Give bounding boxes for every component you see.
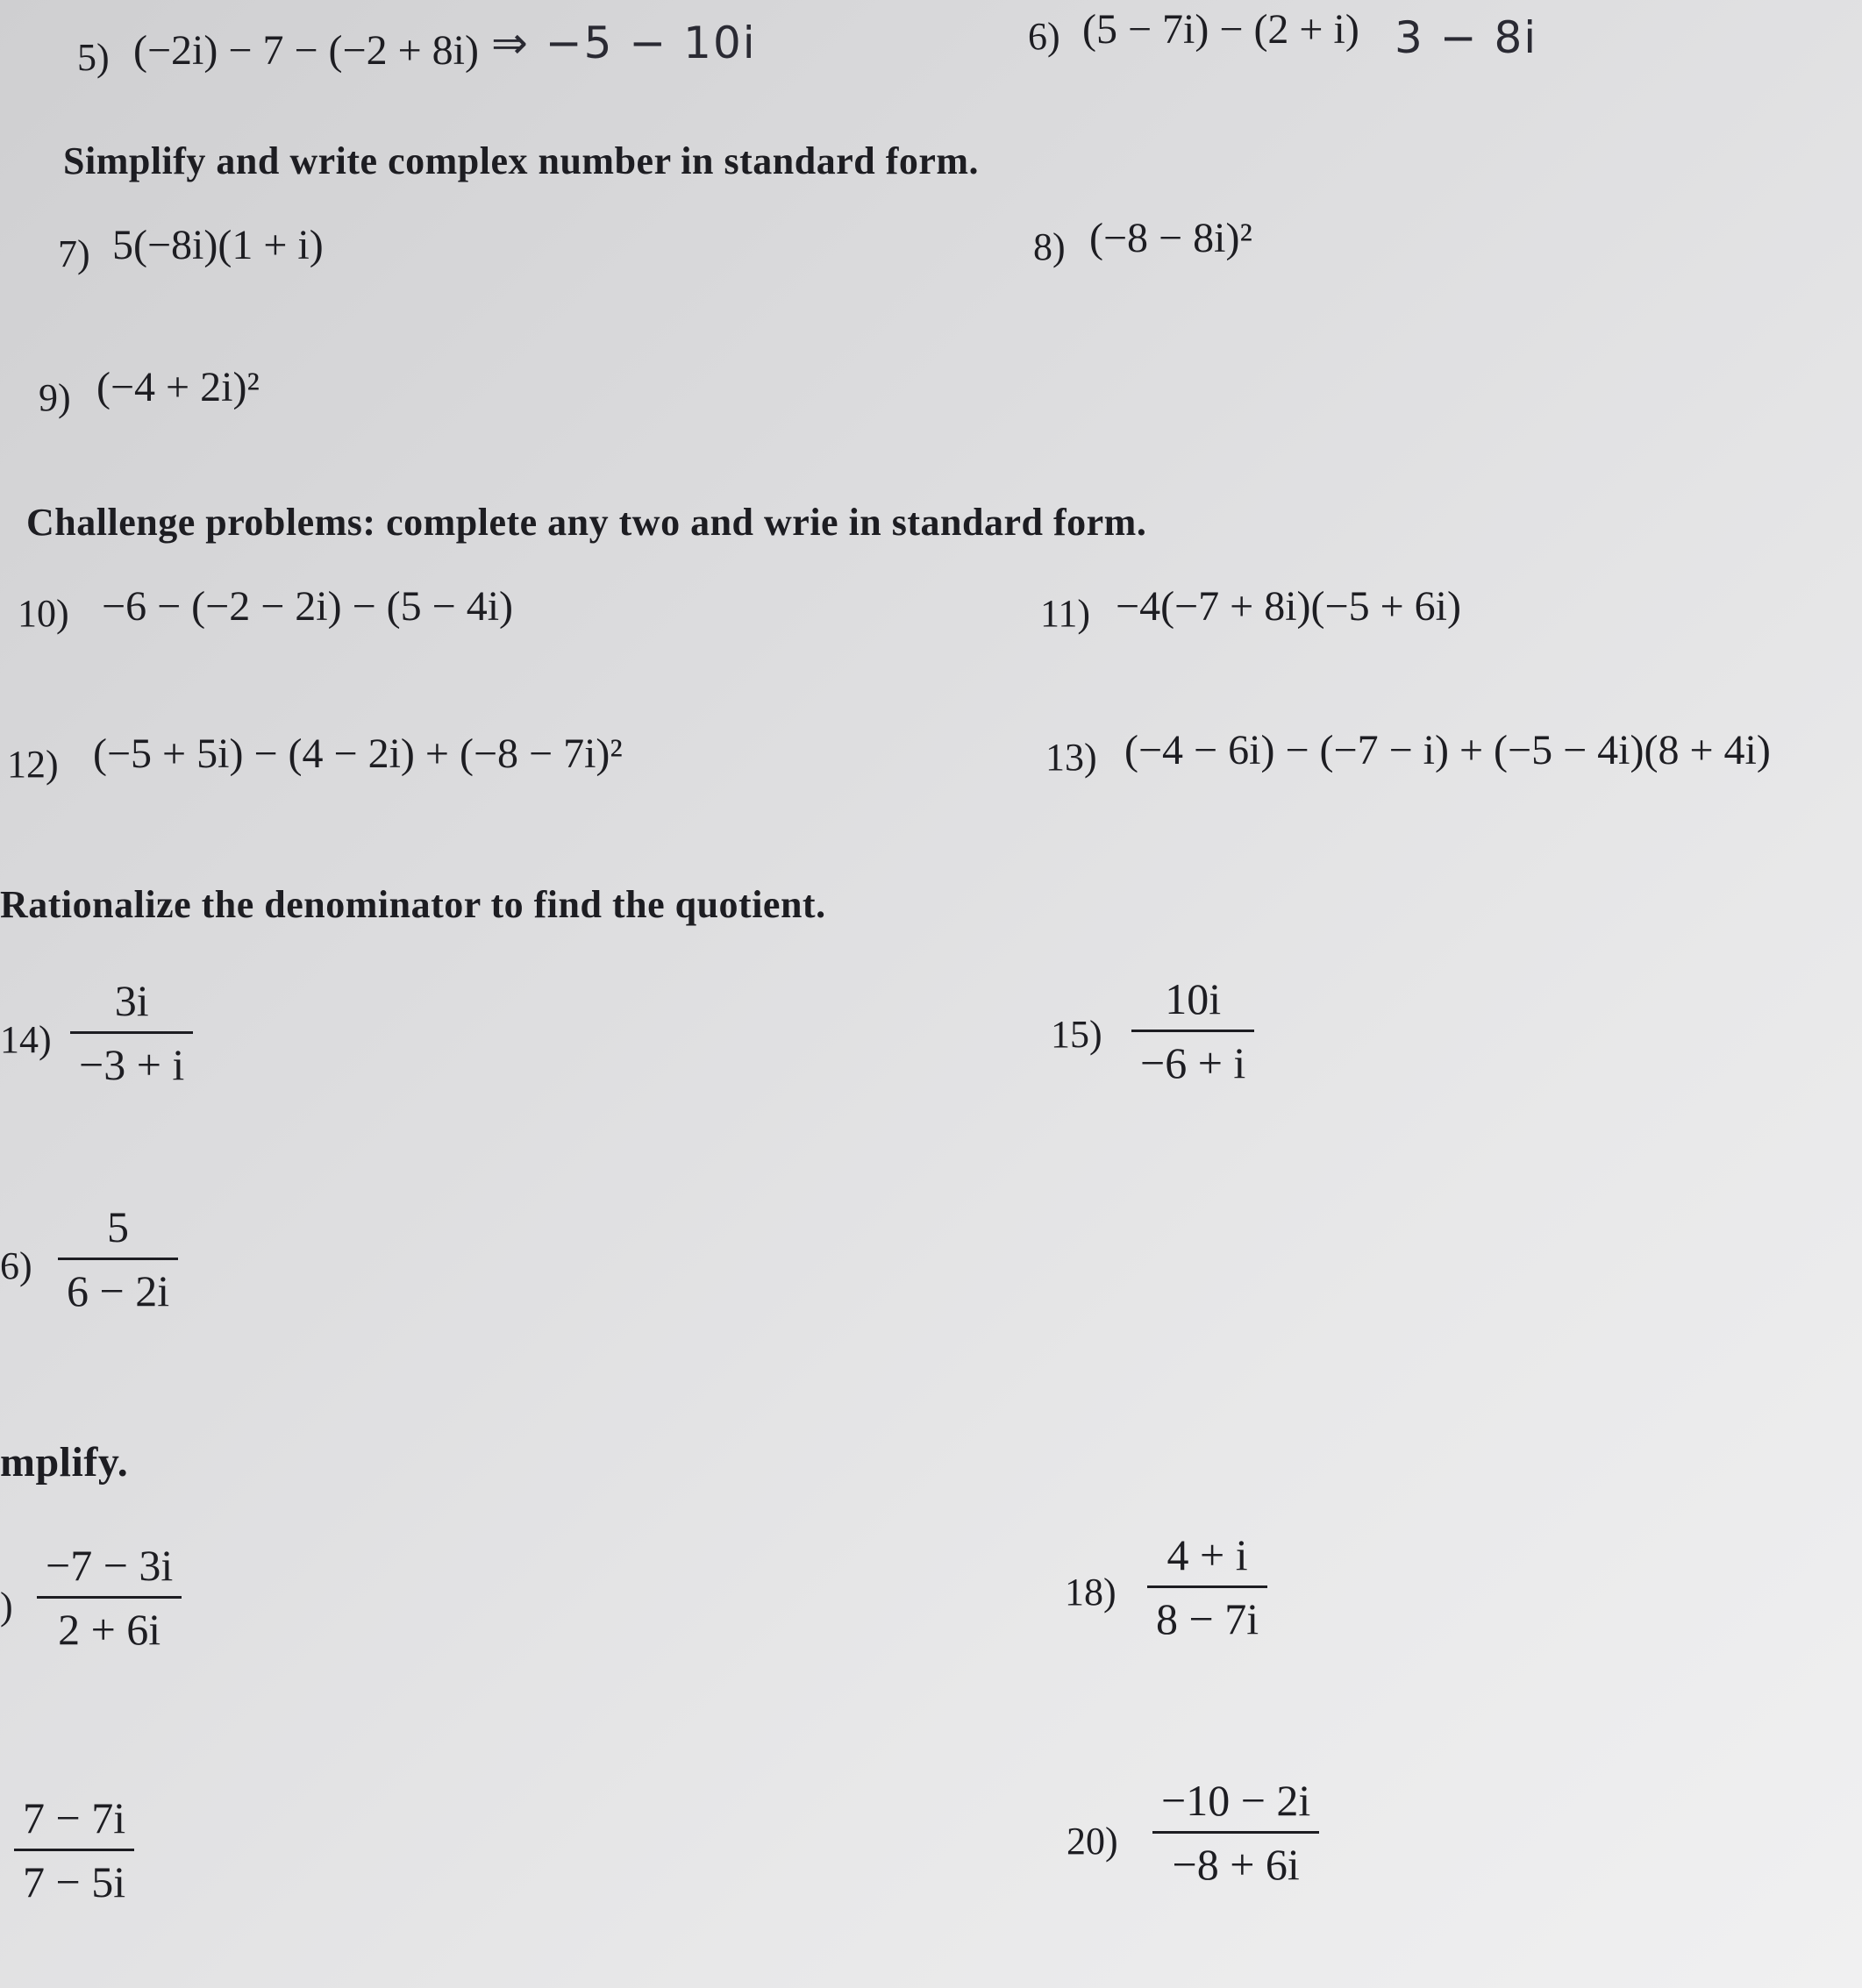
heading-standard-form: Simplify and write complex number in standard form.: [63, 139, 980, 182]
problem-6-label: 6): [1028, 15, 1060, 58]
problem-12-expression: (−5 + 5i) − (4 − 2i) + (−8 − 7i)²: [93, 730, 623, 777]
problem-17-numerator: −7 − 3i: [46, 1541, 174, 1590]
problem-8-label: 8): [1033, 225, 1066, 268]
problem-5-handwritten-answer: ⇒ −5 − 10i: [491, 18, 757, 68]
problem-15-label: 15): [1051, 1013, 1102, 1056]
problem-17-denominator: 2 + 6i: [58, 1605, 161, 1654]
heading-simplify: mplify.: [0, 1439, 129, 1486]
problem-18-label: 18): [1065, 1571, 1116, 1614]
problem-9-expression: (−4 + 2i)²: [96, 364, 260, 410]
problem-18-denominator: 8 − 7i: [1156, 1594, 1259, 1643]
problem-5-expression: (−2i) − 7 − (−2 + 8i): [133, 27, 479, 74]
problem-15-denominator: −6 + i: [1140, 1038, 1246, 1087]
problem-10-label: 10): [18, 592, 69, 635]
problem-12-label: 12): [7, 743, 59, 786]
problem-17-fraction: [37, 1540, 182, 1655]
problem-11-label: 11): [1040, 592, 1091, 635]
problem-20-numerator: −10 − 2i: [1161, 1776, 1311, 1825]
problem-13-expression: (−4 − 6i) − (−7 − i) + (−5 − 4i)(8 + 4i): [1124, 727, 1771, 773]
problem-5-label: 5): [77, 36, 110, 79]
problem-20-fraction: [1152, 1775, 1319, 1890]
problem-16-fraction: [58, 1201, 178, 1316]
problem-14-fraction: [70, 975, 193, 1090]
problem-19-fraction: [14, 1792, 134, 1907]
problem-20-denominator: −8 + 6i: [1172, 1840, 1300, 1889]
problem-19-denominator: 7 − 5i: [23, 1857, 126, 1906]
problem-20-label: 20): [1067, 1820, 1118, 1863]
heading-challenge: Challenge problems: complete any two and wrie in standard form.: [26, 501, 1147, 544]
problem-15-numerator: 10i: [1165, 974, 1222, 1023]
problem-18-numerator: 4 + i: [1166, 1530, 1248, 1579]
problem-16-label: 6): [0, 1244, 32, 1287]
problem-14-label: 14): [0, 1018, 52, 1061]
problem-14-denominator: −3 + i: [79, 1040, 185, 1089]
problem-9-label: 9): [39, 376, 71, 419]
problem-17-label: ): [0, 1585, 13, 1628]
problem-8-expression: (−8 − 8i)²: [1089, 215, 1252, 261]
problem-6-expression: (5 − 7i) − (2 + i): [1082, 6, 1359, 53]
problem-10-expression: −6 − (−2 − 2i) − (5 − 4i): [102, 583, 514, 630]
problem-19-numerator: 7 − 7i: [23, 1793, 126, 1842]
problem-18-fraction: [1147, 1529, 1267, 1644]
problem-7-expression: 5(−8i)(1 + i): [112, 222, 324, 268]
problem-16-numerator: 5: [107, 1202, 130, 1251]
heading-rationalize: Rationalize the denominator to find the quotient.: [0, 883, 826, 926]
problem-16-denominator: 6 − 2i: [67, 1266, 170, 1315]
problem-14-numerator: 3i: [114, 976, 149, 1025]
problem-13-label: 13): [1045, 736, 1097, 779]
problem-6-handwritten-answer: 3 − 8i: [1395, 12, 1538, 63]
problem-7-label: 7): [58, 232, 90, 275]
problem-11-expression: −4(−7 + 8i)(−5 + 6i): [1116, 583, 1461, 630]
problem-15-fraction: [1131, 973, 1254, 1088]
